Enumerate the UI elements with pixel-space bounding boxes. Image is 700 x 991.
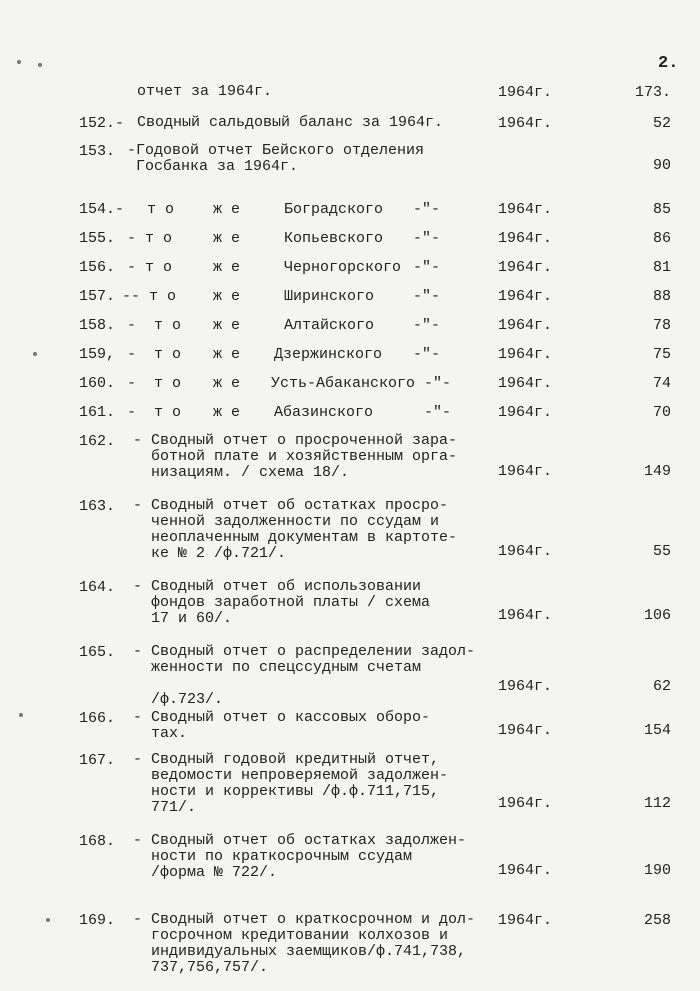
ditto-quote: -"- xyxy=(413,230,441,247)
ditto-same: ж е xyxy=(213,375,241,392)
branch-name: Алтайского xyxy=(284,317,375,334)
entry-year: 1964г. xyxy=(498,317,553,334)
entry-number: 163. xyxy=(79,498,116,515)
entry-number: 152.- xyxy=(79,115,125,132)
entry-pages: 258 xyxy=(643,912,671,929)
ditto-same: ж е xyxy=(213,201,241,218)
ditto-same: ж е xyxy=(213,404,241,421)
entry-description: - Сводный отчет о краткосрочном и дол- госрочном кредитовании колхозов и индивидуальных заемщиков/ф.741,738, 737,756,757/. xyxy=(133,911,476,976)
entry-year: 1964г. xyxy=(498,288,553,305)
entry-description: - Сводный отчет об остатках просро- ченной задолженности по ссудам и неоплаченным документам в картоте- ке № 2 /ф.721/. xyxy=(133,497,458,562)
entry-number: 158. xyxy=(79,317,116,334)
entry-year: 1964г. xyxy=(498,607,553,624)
branch-name: Абазинского xyxy=(274,404,374,421)
entry-description: - Сводный отчет о кассовых оборо- тах. xyxy=(133,709,431,742)
entry-year: 1964г. xyxy=(498,230,553,247)
entry-description: - Сводный отчет об остатках задолжен- ности по краткосрочным ссудам /форма № 722/. xyxy=(133,832,467,881)
ditto-quote: -"- xyxy=(424,404,452,421)
branch-name: Боградского xyxy=(284,201,384,218)
ditto-same: ж е xyxy=(213,346,241,363)
entry-number: 164. xyxy=(79,579,116,596)
entry-year: 1964г. xyxy=(498,346,553,363)
entry-pages: 78 xyxy=(652,317,671,334)
entry-year: 1964г. xyxy=(498,259,553,276)
branch-name: Дзержинского xyxy=(274,346,383,363)
entry-number: 153. xyxy=(79,143,116,160)
entry-number: 160. xyxy=(79,375,116,392)
ditto-same: ж е xyxy=(213,288,241,305)
ditto-prefix: -- т о xyxy=(122,288,177,305)
entry-year: 1964г. xyxy=(498,201,553,218)
entry-pages: 62 xyxy=(652,678,671,695)
ditto-prefix: - т о xyxy=(127,375,182,392)
ditto-quote: -"- xyxy=(413,317,441,334)
entry-year: 1964г. xyxy=(498,912,553,929)
scan-mark xyxy=(33,352,37,356)
entry-number: 161. xyxy=(79,404,116,421)
entry-number: 159, xyxy=(79,346,116,363)
ditto-prefix: - т о xyxy=(127,317,182,334)
entry-pages: 149 xyxy=(643,463,671,480)
entry-number: 166. xyxy=(79,710,116,727)
entry-year: 1964г. xyxy=(498,795,553,812)
entry-number: 155. xyxy=(79,230,116,247)
branch-name: Усть-Абаканского xyxy=(271,375,416,392)
ditto-prefix: - т о xyxy=(127,230,173,247)
entry-number: 169. xyxy=(79,912,116,929)
entry-number: 167. xyxy=(79,752,116,769)
ditto-same: ж е xyxy=(213,259,241,276)
entry-year: 1964г. xyxy=(498,404,553,421)
ditto-prefix: т о xyxy=(147,201,175,218)
entry-pages: 75 xyxy=(652,346,671,363)
entry-description: - Сводный отчет о просроченной зара- ботной плате и хозяйственным орга- низациям. / схема 18/. xyxy=(133,432,458,481)
entry-number: 165. xyxy=(79,644,116,661)
scan-mark xyxy=(38,63,42,67)
entry-year: 1964г. xyxy=(498,375,553,392)
entry-pages: 88 xyxy=(652,288,671,305)
scan-mark xyxy=(17,60,21,64)
entry-pages: 74 xyxy=(652,375,671,392)
entry-year: 1964г. xyxy=(498,84,553,101)
ditto-quote: -"- xyxy=(413,259,441,276)
ditto-quote: -"- xyxy=(413,288,441,305)
entry-pages: 85 xyxy=(652,201,671,218)
entry-description: -Годовой отчет Бейского отделения Госбанка за 1964г. xyxy=(127,142,425,175)
page-number: 2. xyxy=(658,54,679,73)
entry-description: - Сводный отчет об использовании фондов заработной платы / схема 17 и 60/. xyxy=(133,578,431,627)
entry-pages: 190 xyxy=(643,862,671,879)
entry-number: 168. xyxy=(79,833,116,850)
entry-year: 1964г. xyxy=(498,678,553,695)
entry-pages: 112 xyxy=(643,795,671,812)
entry-year: 1964г. xyxy=(498,722,553,739)
entry-year: 1964г. xyxy=(498,862,553,879)
entry-pages: 55 xyxy=(652,543,671,560)
entry-number: 162. xyxy=(79,433,116,450)
ditto-same: ж е xyxy=(213,230,241,247)
entry-number: 154.- xyxy=(79,201,125,218)
ditto-quote: -"- xyxy=(424,375,452,392)
entry-number: 157. xyxy=(79,288,116,305)
entry-pages: 106 xyxy=(643,607,671,624)
entry-pages: 52 xyxy=(652,115,671,132)
entry-description: - Сводный годовой кредитный отчет, ведомости непроверяемой задолжен- ности и коррективы /ф.ф.711,715, 771/. xyxy=(133,751,449,816)
ditto-prefix: - т о xyxy=(127,404,182,421)
branch-name: Черногорского xyxy=(284,259,402,276)
ditto-quote: -"- xyxy=(413,346,441,363)
branch-name: Ширинского xyxy=(284,288,375,305)
ditto-quote: -"- xyxy=(413,201,441,218)
entry-pages: 90 xyxy=(652,157,671,174)
ditto-prefix: - т о xyxy=(127,346,182,363)
ditto-same: ж е xyxy=(213,317,241,334)
entry-pages: 86 xyxy=(652,230,671,247)
entry-number: 156. xyxy=(79,259,116,276)
scan-mark xyxy=(19,713,23,717)
entry-year: 1964г. xyxy=(498,115,553,132)
entry-description: Сводный сальдовый баланс за 1964г. xyxy=(137,114,444,131)
entry-pages: 81 xyxy=(652,259,671,276)
entry-pages: 154 xyxy=(643,722,671,739)
branch-name: Копьевского xyxy=(284,230,384,247)
entry-year: 1964г. xyxy=(498,543,553,560)
entry-description: отчет за 1964г. xyxy=(137,83,273,100)
entry-pages: 70 xyxy=(652,404,671,421)
entry-pages: 173. xyxy=(634,84,671,101)
scan-mark xyxy=(46,918,50,922)
entry-description: - Сводный отчет о распределении задол- женности по спецссудным счетам /ф.723/. xyxy=(133,643,476,708)
entry-year: 1964г. xyxy=(498,463,553,480)
ditto-prefix: - т о xyxy=(127,259,173,276)
